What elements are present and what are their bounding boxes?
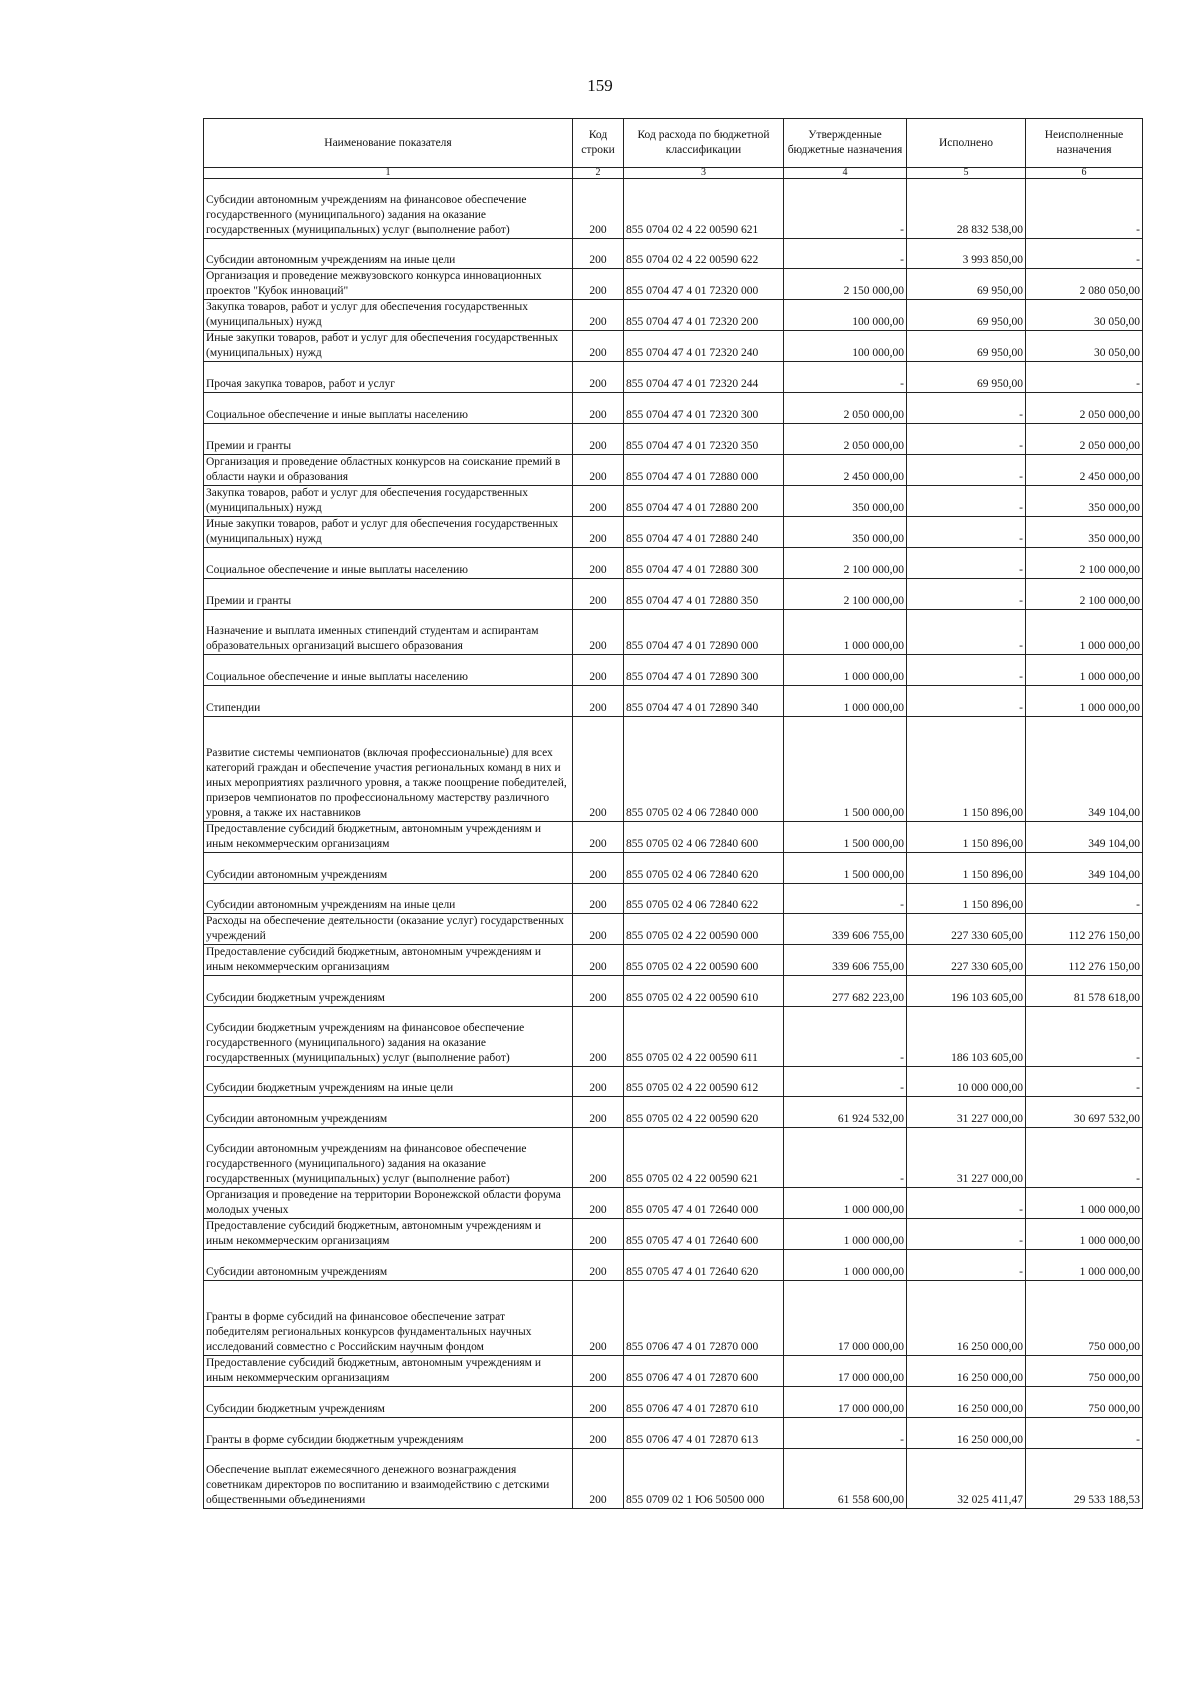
row-unexecuted-cell: 30 050,00 (1026, 300, 1143, 331)
row-name-cell: Субсидии автономным учреждениям на финансовое обеспечение государственного (муниципального) задания на оказание государственных (муниципальных) услуг (выполнение работ) (204, 1128, 573, 1188)
row-executed-cell: - (907, 655, 1026, 686)
table-row (204, 655, 1143, 686)
row-kbk-cell: 855 0705 02 4 22 00590 610 (624, 976, 784, 1007)
row-kbk-cell: 855 0704 47 4 01 72320 000 (624, 269, 784, 300)
row-name-cell: Иные закупки товаров, работ и услуг для обеспечения государственных (муниципальных) нужд (204, 517, 573, 548)
row-approved-cell: 2 100 000,00 (784, 579, 907, 610)
row-code-cell: 200 (573, 1356, 624, 1387)
row-name-cell: Предоставление субсидий бюджетным, автономным учреждениям и иным некоммерческим организациям (204, 1219, 573, 1250)
row-executed-cell: - (907, 455, 1026, 486)
row-executed-cell: 227 330 605,00 (907, 945, 1026, 976)
row-approved-cell: 2 150 000,00 (784, 269, 907, 300)
row-executed-cell: 32 025 411,47 (907, 1449, 1026, 1509)
row-code-cell: 200 (573, 300, 624, 331)
header-name: Наименование показателя (204, 119, 573, 168)
row-name-cell: Субсидии бюджетным учреждениям (204, 976, 573, 1007)
table-row (204, 717, 1143, 822)
row-executed-cell: 31 227 000,00 (907, 1097, 1026, 1128)
row-executed-cell: - (907, 610, 1026, 655)
row-approved-cell: 1 000 000,00 (784, 610, 907, 655)
row-code-cell: 200 (573, 424, 624, 455)
row-approved-cell: 100 000,00 (784, 331, 907, 362)
table-row (204, 1387, 1143, 1418)
table-row (204, 1418, 1143, 1449)
row-kbk-cell: 855 0704 47 4 01 72320 350 (624, 424, 784, 455)
row-approved-cell: 1 000 000,00 (784, 655, 907, 686)
row-name-cell: Субсидии автономным учреждениям (204, 853, 573, 884)
row-unexecuted-cell: 349 104,00 (1026, 717, 1143, 822)
row-code-cell: 200 (573, 1281, 624, 1356)
row-code-cell: 200 (573, 1007, 624, 1067)
row-executed-cell: 1 150 896,00 (907, 717, 1026, 822)
row-kbk-cell: 855 0704 47 4 01 72880 350 (624, 579, 784, 610)
row-kbk-cell: 855 0709 02 1 Ю6 50500 000 (624, 1449, 784, 1509)
page-number: 159 (587, 76, 613, 95)
row-code-cell: 200 (573, 1128, 624, 1188)
table-row (204, 579, 1143, 610)
column-number: 4 (784, 168, 907, 179)
column-number: 3 (624, 168, 784, 179)
table-row (204, 486, 1143, 517)
row-unexecuted-cell: 30 697 532,00 (1026, 1097, 1143, 1128)
column-number: 6 (1026, 168, 1143, 179)
row-code-cell: 200 (573, 717, 624, 822)
row-code-cell: 200 (573, 1097, 624, 1128)
header-kbk: Код расхода по бюджетной классификации (624, 119, 784, 168)
row-kbk-cell: 855 0704 02 4 22 00590 622 (624, 239, 784, 269)
row-executed-cell: 227 330 605,00 (907, 914, 1026, 945)
row-kbk-cell: 855 0705 02 4 22 00590 621 (624, 1128, 784, 1188)
row-code-cell: 200 (573, 1188, 624, 1219)
table-header-row (204, 119, 1143, 168)
table-row (204, 853, 1143, 884)
row-executed-cell: - (907, 1219, 1026, 1250)
row-unexecuted-cell: 750 000,00 (1026, 1387, 1143, 1418)
row-unexecuted-cell: 349 104,00 (1026, 822, 1143, 853)
row-name-cell: Субсидии автономным учреждениям на иные цели (204, 239, 573, 269)
table-row (204, 914, 1143, 945)
row-name-cell: Субсидии автономным учреждениям на иные цели (204, 884, 573, 914)
row-approved-cell: 2 100 000,00 (784, 548, 907, 579)
row-approved-cell: - (784, 1067, 907, 1097)
row-approved-cell: 100 000,00 (784, 300, 907, 331)
row-executed-cell: - (907, 486, 1026, 517)
table-row (204, 1128, 1143, 1188)
row-name-cell: Предоставление субсидий бюджетным, автономным учреждениям и иным некоммерческим организациям (204, 945, 573, 976)
row-executed-cell: 16 250 000,00 (907, 1356, 1026, 1387)
row-code-cell: 200 (573, 362, 624, 393)
row-kbk-cell: 855 0704 47 4 01 72890 340 (624, 686, 784, 717)
row-executed-cell: 69 950,00 (907, 362, 1026, 393)
row-executed-cell: 16 250 000,00 (907, 1418, 1026, 1449)
row-unexecuted-cell: 2 050 000,00 (1026, 393, 1143, 424)
row-approved-cell: - (784, 1418, 907, 1449)
column-number: 1 (204, 168, 573, 179)
row-executed-cell: 1 150 896,00 (907, 822, 1026, 853)
row-kbk-cell: 855 0704 47 4 01 72890 000 (624, 610, 784, 655)
row-executed-cell: 69 950,00 (907, 331, 1026, 362)
row-kbk-cell: 855 0705 02 4 22 00590 620 (624, 1097, 784, 1128)
row-executed-cell: 3 993 850,00 (907, 239, 1026, 269)
row-executed-cell: 16 250 000,00 (907, 1387, 1026, 1418)
row-executed-cell: 10 000 000,00 (907, 1067, 1026, 1097)
row-name-cell: Гранты в форме субсидий на финансовое обеспечение затрат победителям региональных конкурсов фундаментальных научных исследований совместно с Российским научным фондом (204, 1281, 573, 1356)
row-kbk-cell: 855 0706 47 4 01 72870 000 (624, 1281, 784, 1356)
row-unexecuted-cell: 81 578 618,00 (1026, 976, 1143, 1007)
row-approved-cell: 350 000,00 (784, 486, 907, 517)
row-approved-cell: 17 000 000,00 (784, 1281, 907, 1356)
row-name-cell: Организация и проведение межвузовского конкурса инновационных проектов "Кубок инноваций" (204, 269, 573, 300)
row-code-cell: 200 (573, 1387, 624, 1418)
row-kbk-cell: 855 0704 47 4 01 72880 000 (624, 455, 784, 486)
row-name-cell: Закупка товаров, работ и услуг для обеспечения государственных (муниципальных) нужд (204, 486, 573, 517)
table-row (204, 822, 1143, 853)
row-kbk-cell: 855 0705 02 4 06 72840 620 (624, 853, 784, 884)
row-kbk-cell: 855 0704 47 4 01 72320 200 (624, 300, 784, 331)
row-kbk-cell: 855 0705 02 4 22 00590 612 (624, 1067, 784, 1097)
row-unexecuted-cell: - (1026, 1418, 1143, 1449)
row-name-cell: Премии и гранты (204, 424, 573, 455)
row-name-cell: Субсидии бюджетным учреждениям на иные цели (204, 1067, 573, 1097)
row-unexecuted-cell: 112 276 150,00 (1026, 914, 1143, 945)
row-code-cell: 200 (573, 686, 624, 717)
row-executed-cell: - (907, 424, 1026, 455)
row-approved-cell: 277 682 223,00 (784, 976, 907, 1007)
row-unexecuted-cell: - (1026, 1007, 1143, 1067)
row-unexecuted-cell: 2 100 000,00 (1026, 548, 1143, 579)
budget-report-table (203, 118, 1143, 1509)
row-executed-cell: 1 150 896,00 (907, 884, 1026, 914)
row-approved-cell: - (784, 239, 907, 269)
row-kbk-cell: 855 0705 47 4 01 72640 620 (624, 1250, 784, 1281)
row-code-cell: 200 (573, 655, 624, 686)
row-executed-cell: 28 832 538,00 (907, 179, 1026, 239)
row-unexecuted-cell: - (1026, 179, 1143, 239)
row-approved-cell: 2 050 000,00 (784, 393, 907, 424)
row-approved-cell: - (784, 1128, 907, 1188)
row-name-cell: Социальное обеспечение и иные выплаты населению (204, 655, 573, 686)
row-name-cell: Предоставление субсидий бюджетным, автономным учреждениям и иным некоммерческим организациям (204, 1356, 573, 1387)
row-kbk-cell: 855 0706 47 4 01 72870 600 (624, 1356, 784, 1387)
row-name-cell: Субсидии бюджетным учреждениям (204, 1387, 573, 1418)
row-code-cell: 200 (573, 486, 624, 517)
header-approved: Утвержденные бюджетные назначения (784, 119, 907, 168)
row-unexecuted-cell: - (1026, 362, 1143, 393)
row-executed-cell: - (907, 579, 1026, 610)
row-approved-cell: - (784, 884, 907, 914)
row-unexecuted-cell: 1 000 000,00 (1026, 686, 1143, 717)
row-code-cell: 200 (573, 822, 624, 853)
row-name-cell: Прочая закупка товаров, работ и услуг (204, 362, 573, 393)
row-unexecuted-cell: 1 000 000,00 (1026, 1219, 1143, 1250)
row-unexecuted-cell: 2 050 000,00 (1026, 424, 1143, 455)
row-code-cell: 200 (573, 884, 624, 914)
row-code-cell: 200 (573, 239, 624, 269)
row-executed-cell: 16 250 000,00 (907, 1281, 1026, 1356)
row-code-cell: 200 (573, 914, 624, 945)
row-approved-cell: 339 606 755,00 (784, 914, 907, 945)
row-unexecuted-cell: 30 050,00 (1026, 331, 1143, 362)
table-row (204, 610, 1143, 655)
table-row (204, 424, 1143, 455)
row-executed-cell: 186 103 605,00 (907, 1007, 1026, 1067)
row-name-cell: Расходы на обеспечение деятельности (оказание услуг) государственных учреждений (204, 914, 573, 945)
row-code-cell: 200 (573, 455, 624, 486)
row-unexecuted-cell: - (1026, 239, 1143, 269)
table-row (204, 1250, 1143, 1281)
table-row (204, 517, 1143, 548)
row-code-cell: 200 (573, 610, 624, 655)
row-name-cell: Социальное обеспечение и иные выплаты населению (204, 393, 573, 424)
row-executed-cell: - (907, 686, 1026, 717)
row-unexecuted-cell: 2 080 050,00 (1026, 269, 1143, 300)
row-name-cell: Закупка товаров, работ и услуг для обеспечения государственных (муниципальных) нужд (204, 300, 573, 331)
row-unexecuted-cell: - (1026, 1067, 1143, 1097)
row-kbk-cell: 855 0704 47 4 01 72880 300 (624, 548, 784, 579)
row-approved-cell: - (784, 1007, 907, 1067)
row-unexecuted-cell: 2 100 000,00 (1026, 579, 1143, 610)
table-row (204, 455, 1143, 486)
row-unexecuted-cell: 1 000 000,00 (1026, 1250, 1143, 1281)
table-row (204, 1281, 1143, 1356)
row-executed-cell: - (907, 1250, 1026, 1281)
table-row (204, 1188, 1143, 1219)
row-name-cell: Иные закупки товаров, работ и услуг для обеспечения государственных (муниципальных) нужд (204, 331, 573, 362)
table-row (204, 945, 1143, 976)
row-approved-cell: 17 000 000,00 (784, 1356, 907, 1387)
row-approved-cell: 1 500 000,00 (784, 822, 907, 853)
row-approved-cell: 1 000 000,00 (784, 686, 907, 717)
row-code-cell: 200 (573, 393, 624, 424)
header-code: Код строки (573, 119, 624, 168)
row-unexecuted-cell: 1 000 000,00 (1026, 655, 1143, 686)
row-approved-cell: - (784, 362, 907, 393)
header-unexecuted: Неисполненные назначения (1026, 119, 1143, 168)
row-unexecuted-cell: 2 450 000,00 (1026, 455, 1143, 486)
row-unexecuted-cell: 1 000 000,00 (1026, 610, 1143, 655)
table-row (204, 1067, 1143, 1097)
row-name-cell: Организация и проведение областных конкурсов на соискание премий в области науки и образования (204, 455, 573, 486)
row-executed-cell: - (907, 517, 1026, 548)
row-name-cell: Субсидии бюджетным учреждениям на финансовое обеспечение государственного (муниципального) задания на оказание государственных (муниципальных) услуг (выполнение работ) (204, 1007, 573, 1067)
row-executed-cell: - (907, 393, 1026, 424)
row-executed-cell: 31 227 000,00 (907, 1128, 1026, 1188)
table-row (204, 548, 1143, 579)
row-kbk-cell: 855 0704 47 4 01 72880 240 (624, 517, 784, 548)
row-code-cell: 200 (573, 331, 624, 362)
row-executed-cell: 196 103 605,00 (907, 976, 1026, 1007)
table-column-numbers-row (204, 168, 1143, 179)
row-approved-cell: 1 500 000,00 (784, 717, 907, 822)
header-executed: Исполнено (907, 119, 1026, 168)
row-kbk-cell: 855 0705 02 4 06 72840 000 (624, 717, 784, 822)
table-body (204, 179, 1143, 1509)
row-executed-cell: 69 950,00 (907, 300, 1026, 331)
row-code-cell: 200 (573, 976, 624, 1007)
row-name-cell: Назначение и выплата именных стипендий студентам и аспирантам образовательных организаций высшего образования (204, 610, 573, 655)
row-code-cell: 200 (573, 945, 624, 976)
row-kbk-cell: 855 0705 02 4 22 00590 611 (624, 1007, 784, 1067)
row-unexecuted-cell: 350 000,00 (1026, 486, 1143, 517)
row-approved-cell: 2 450 000,00 (784, 455, 907, 486)
row-executed-cell: 69 950,00 (907, 269, 1026, 300)
row-code-cell: 200 (573, 1067, 624, 1097)
table-row (204, 393, 1143, 424)
row-kbk-cell: 855 0704 47 4 01 72320 300 (624, 393, 784, 424)
row-approved-cell: 1 000 000,00 (784, 1250, 907, 1281)
row-code-cell: 200 (573, 517, 624, 548)
row-code-cell: 200 (573, 1250, 624, 1281)
row-kbk-cell: 855 0704 47 4 01 72890 300 (624, 655, 784, 686)
row-code-cell: 200 (573, 1449, 624, 1509)
row-code-cell: 200 (573, 1219, 624, 1250)
row-name-cell: Премии и гранты (204, 579, 573, 610)
row-unexecuted-cell: 29 533 188,53 (1026, 1449, 1143, 1509)
table-row (204, 1449, 1143, 1509)
row-approved-cell: 350 000,00 (784, 517, 907, 548)
row-name-cell: Субсидии автономным учреждениям (204, 1250, 573, 1281)
row-unexecuted-cell: 350 000,00 (1026, 517, 1143, 548)
table-row (204, 362, 1143, 393)
column-number: 2 (573, 168, 624, 179)
table-row (204, 239, 1143, 269)
row-unexecuted-cell: 750 000,00 (1026, 1281, 1143, 1356)
table-row (204, 884, 1143, 914)
row-kbk-cell: 855 0704 47 4 01 72320 240 (624, 331, 784, 362)
table-row (204, 1219, 1143, 1250)
row-kbk-cell: 855 0705 47 4 01 72640 000 (624, 1188, 784, 1219)
row-kbk-cell: 855 0706 47 4 01 72870 613 (624, 1418, 784, 1449)
row-unexecuted-cell: - (1026, 1128, 1143, 1188)
row-name-cell: Обеспечение выплат ежемесячного денежного вознаграждения советникам директоров по воспитанию и взаимодействию с детскими общественными объединениями (204, 1449, 573, 1509)
row-code-cell: 200 (573, 548, 624, 579)
row-approved-cell: 1 500 000,00 (784, 853, 907, 884)
row-kbk-cell: 855 0705 02 4 06 72840 600 (624, 822, 784, 853)
row-kbk-cell: 855 0704 02 4 22 00590 621 (624, 179, 784, 239)
row-code-cell: 200 (573, 269, 624, 300)
row-kbk-cell: 855 0704 47 4 01 72320 244 (624, 362, 784, 393)
row-approved-cell: 2 050 000,00 (784, 424, 907, 455)
row-kbk-cell: 855 0706 47 4 01 72870 610 (624, 1387, 784, 1418)
row-executed-cell: 1 150 896,00 (907, 853, 1026, 884)
row-name-cell: Гранты в форме субсидии бюджетным учреждениям (204, 1418, 573, 1449)
row-code-cell: 200 (573, 853, 624, 884)
row-unexecuted-cell: 349 104,00 (1026, 853, 1143, 884)
row-kbk-cell: 855 0704 47 4 01 72880 200 (624, 486, 784, 517)
row-code-cell: 200 (573, 179, 624, 239)
row-name-cell: Стипендии (204, 686, 573, 717)
row-executed-cell: - (907, 548, 1026, 579)
row-name-cell: Предоставление субсидий бюджетным, автономным учреждениям и иным некоммерческим организациям (204, 822, 573, 853)
row-approved-cell: 1 000 000,00 (784, 1219, 907, 1250)
row-approved-cell: - (784, 179, 907, 239)
row-kbk-cell: 855 0705 47 4 01 72640 600 (624, 1219, 784, 1250)
row-unexecuted-cell: 112 276 150,00 (1026, 945, 1143, 976)
row-name-cell: Социальное обеспечение и иные выплаты населению (204, 548, 573, 579)
row-name-cell: Организация и проведение на территории Воронежской области форума молодых ученых (204, 1188, 573, 1219)
column-number: 5 (907, 168, 1026, 179)
row-unexecuted-cell: 1 000 000,00 (1026, 1188, 1143, 1219)
table-row (204, 331, 1143, 362)
table-row (204, 976, 1143, 1007)
row-kbk-cell: 855 0705 02 4 06 72840 622 (624, 884, 784, 914)
row-name-cell: Субсидии автономным учреждениям на финансовое обеспечение государственного (муниципального) задания на оказание государственных (муниципальных) услуг (выполнение работ) (204, 179, 573, 239)
table-row (204, 179, 1143, 239)
row-executed-cell: - (907, 1188, 1026, 1219)
row-approved-cell: 61 558 600,00 (784, 1449, 907, 1509)
table-row (204, 269, 1143, 300)
row-kbk-cell: 855 0705 02 4 22 00590 600 (624, 945, 784, 976)
table-row (204, 300, 1143, 331)
row-code-cell: 200 (573, 579, 624, 610)
row-approved-cell: 17 000 000,00 (784, 1387, 907, 1418)
row-kbk-cell: 855 0705 02 4 22 00590 000 (624, 914, 784, 945)
row-approved-cell: 339 606 755,00 (784, 945, 907, 976)
table-row (204, 1097, 1143, 1128)
table-row (204, 686, 1143, 717)
row-code-cell: 200 (573, 1418, 624, 1449)
row-approved-cell: 61 924 532,00 (784, 1097, 907, 1128)
row-name-cell: Развитие системы чемпионатов (включая профессиональные) для всех категорий граждан и обеспечение участия региональных команд в них и иных мероприятиях различного уровня, а также поощрение победителей, призеров чемпионатов по профессиональному мастерству различного уровня, а также их наставников (204, 717, 573, 822)
row-name-cell: Субсидии автономным учреждениям (204, 1097, 573, 1128)
row-unexecuted-cell: 750 000,00 (1026, 1356, 1143, 1387)
table-row (204, 1356, 1143, 1387)
table-row (204, 1007, 1143, 1067)
row-approved-cell: 1 000 000,00 (784, 1188, 907, 1219)
row-unexecuted-cell: - (1026, 884, 1143, 914)
